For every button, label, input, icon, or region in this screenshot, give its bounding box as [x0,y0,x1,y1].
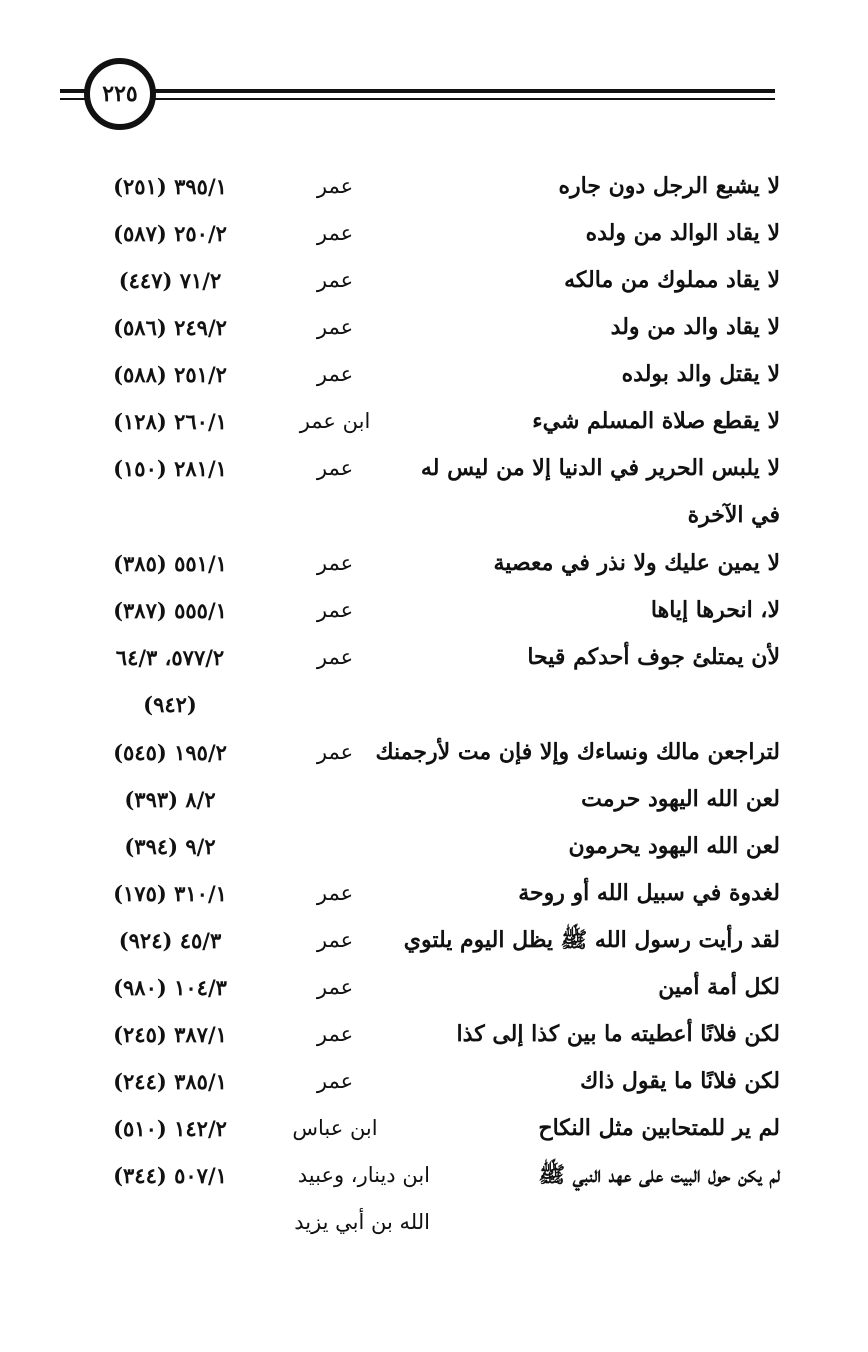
page-number: ٢٢٥ [84,58,156,130]
list-item [0,398,868,445]
reference: ٢٥١/٢ (٥٨٨) [113,362,227,387]
hadith-text: لا يقاد والد من ولد [610,314,780,340]
reference: ١٠٤/٣ (٩٨٠) [113,975,227,1000]
narrator: عمر [316,645,354,669]
reference: ٨/٢ (٣٩٣) [124,787,216,812]
list-item [0,776,868,823]
hadith-text: لقد رأيت رسول الله ﷺ يظل اليوم يلتوي [403,927,780,953]
hadith-text: لا يقتل والد بولده [621,361,780,387]
narrator: عمر [316,975,354,999]
list-item [0,351,868,398]
header-rule-thin [60,98,775,100]
hadith-text: لم يكن حول البيت على عهد النبي ﷺ [538,1162,780,1188]
narrator: عمر [316,221,354,245]
narrator: عمر [316,740,354,764]
reference: ٥٠٧/١ (٣٤٤) [113,1163,227,1188]
narrator: عمر [316,268,354,292]
reference: ١٤٢/٢ (٥١٠) [113,1116,227,1141]
reference: ٢٥٠/٢ (٥٨٧) [113,221,227,246]
narrator: عمر [316,1069,354,1093]
reference: ٣٨٧/١ (٢٤٥) [113,1022,227,1047]
narrator: عمر [316,362,354,386]
hadith-text: لا يمين عليك ولا نذر في معصية [493,550,780,576]
reference: ٢٨١/١ (١٥٠) [113,456,227,481]
list-item [0,964,868,1011]
list-item [0,210,868,257]
hadith-text: لا يشبع الرجل دون جاره [558,173,780,199]
hadith-text: لكل أمة أمين [658,974,780,1000]
reference: ٣١٠/١ (١٧٥) [113,881,227,906]
header-rule-thick [60,89,775,93]
list-item [0,445,868,540]
narrator: عمر [316,174,354,198]
reference: ٥٥١/١ (٣٨٥) [113,551,227,576]
reference: ٢٤٩/٢ (٥٨٦) [113,315,227,340]
list-item [0,163,868,210]
list-item [0,540,868,587]
hadith-text: لم ير للمتحابين مثل النكاح [538,1115,780,1141]
hadith-text: لغدوة في سبيل الله أو روحة [518,880,780,906]
hadith-text: لتراجعن مالك ونساءك وإلا فإن مت لأرجمنك [375,739,780,765]
list-item [0,1105,868,1152]
narrator: عمر [316,928,354,952]
page-header [0,0,868,140]
hadith-index-list [0,163,868,1247]
narrator: عمر [316,1022,354,1046]
narrator: عمر [316,881,354,905]
hadith-text: لعن الله اليهود يحرمون [568,833,780,859]
reference: ٣٨٥/١ (٢٤٤) [113,1069,227,1094]
narrator: عمر [316,315,354,339]
hadith-text: لكن فلانًا أعطيته ما بين كذا إلى كذا [456,1021,780,1047]
narrator: ابن عمر [299,409,371,433]
reference: ٣٩٥/١ (٢٥١) [113,174,227,199]
reference: ٢٦٠/١ (١٢٨) [113,409,227,434]
reference-continued: (٩٤٢) [143,692,197,717]
hadith-text: لا، انحرها إياها [650,597,780,623]
hadith-text: لا يقاد الوالد من ولده [585,220,780,246]
narrator: ابن دينار، وعبيد [297,1163,430,1187]
reference: ١٩٥/٢ (٥٤٥) [113,740,227,765]
list-item [0,917,868,964]
list-item [0,634,868,729]
hadith-text: لكن فلانًا ما يقول ذاك [580,1068,780,1094]
narrator-continued: الله بن أبي يزيد [294,1210,430,1234]
hadith-text: لا يقاد مملوك من مالكه [564,267,780,293]
narrator: ابن عباس [292,1116,378,1140]
list-item [0,587,868,634]
list-item [0,729,868,776]
hadith-text: لا يقطع صلاة المسلم شيء [532,408,780,434]
reference: ٥٥٥/١ (٣٨٧) [113,598,227,623]
reference: ٧١/٢ (٤٤٧) [118,268,222,293]
reference: ٩/٢ (٣٩٤) [124,834,216,859]
reference: ٤٥/٣ (٩٢٤) [118,928,222,953]
narrator: عمر [316,551,354,575]
list-item [0,257,868,304]
narrator: عمر [316,456,354,480]
hadith-text: لا يلبس الحرير في الدنيا إلا من ليس له في الآخرة [420,455,780,528]
hadith-text: لعن الله اليهود حرمت [581,786,780,812]
list-item [0,870,868,917]
reference: ٥٧٧/٢، ٦٤/٣ [115,645,225,670]
list-item [0,823,868,870]
list-item [0,1011,868,1058]
hadith-text: لأن يمتلئ جوف أحدكم قيحا [527,644,780,670]
narrator: عمر [316,598,354,622]
list-item [0,1058,868,1105]
list-item [0,1152,868,1247]
list-item [0,304,868,351]
